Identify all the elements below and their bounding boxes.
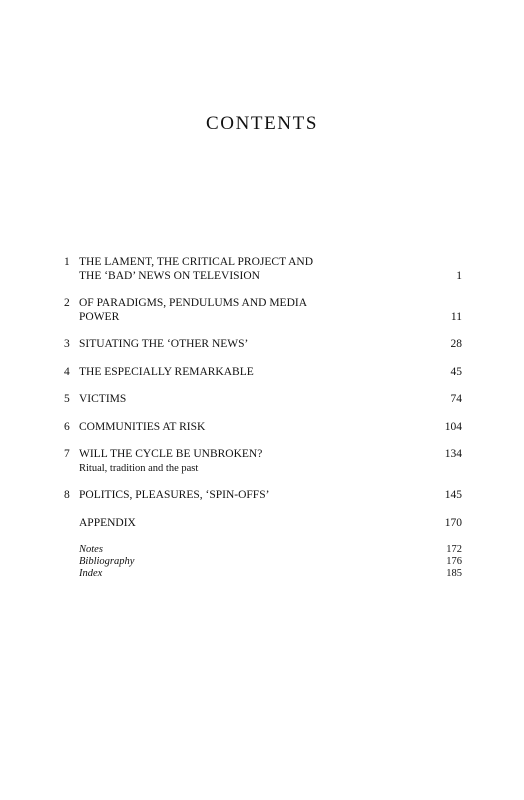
page-number: 104 xyxy=(444,420,462,433)
toc-entry-1 xyxy=(64,256,462,283)
page-number: 134 xyxy=(444,448,462,460)
chapter-title-line: POWER xyxy=(79,310,120,323)
page-number: 185 xyxy=(446,568,462,579)
toc-entry-4 xyxy=(64,366,462,380)
page-title: CONTENTS xyxy=(205,113,319,134)
chapter-title-line: SITUATING THE ‘OTHER NEWS’ xyxy=(79,338,249,350)
chapter-subtitle: Ritual, tradition and the past xyxy=(79,462,199,474)
chapter-title-line: COMMUNITIES AT RISK xyxy=(79,420,206,433)
table-of-contents xyxy=(64,256,462,580)
back-matter-label: Bibliography xyxy=(79,556,135,567)
toc-entry-8 xyxy=(64,489,462,503)
chapter-number: 3 xyxy=(64,338,70,350)
back-matter-list xyxy=(64,544,462,580)
back-matter-label: Notes xyxy=(79,544,103,555)
chapter-number: 5 xyxy=(64,393,70,405)
page-number: 176 xyxy=(446,556,462,567)
chapter-title-line: WILL THE CYCLE BE UNBROKEN? xyxy=(79,448,263,460)
appendix-title: APPENDIX xyxy=(79,516,136,529)
chapter-title-line: THE LAMENT, THE CRITICAL PROJECT AND xyxy=(79,256,314,268)
page-number: 1 xyxy=(456,269,462,282)
page-number: 45 xyxy=(450,365,462,378)
toc-entry-5 xyxy=(64,393,462,407)
chapter-title-line: OF PARADIGMS, PENDULUMS AND MEDIA xyxy=(79,297,308,309)
toc-entry-6 xyxy=(64,421,462,435)
chapter-number: 2 xyxy=(64,297,70,309)
chapter-number: 6 xyxy=(64,420,70,433)
chapter-title-line: POLITICS, PLEASURES, ‘SPIN-OFFS’ xyxy=(79,489,270,501)
page-number: 170 xyxy=(444,516,462,529)
back-matter-item xyxy=(64,544,462,556)
chapter-number: 7 xyxy=(64,448,70,460)
chapter-title-line: THE ESPECIALLY REMARKABLE xyxy=(79,365,254,378)
page-number: 145 xyxy=(444,489,462,501)
toc-entry-3 xyxy=(64,338,462,352)
toc-entry-appendix xyxy=(64,517,462,531)
toc-entry-2 xyxy=(64,297,462,324)
back-matter-item xyxy=(64,556,462,568)
chapter-number: 8 xyxy=(64,489,70,501)
chapter-title-line: THE ‘BAD’ NEWS ON TELEVISION xyxy=(79,269,260,282)
toc-entry-7 xyxy=(64,448,462,475)
back-matter-item xyxy=(64,568,462,580)
page-number: 172 xyxy=(446,544,462,555)
page-number: 11 xyxy=(450,310,462,323)
back-matter-label: Index xyxy=(79,568,103,579)
page-number: 28 xyxy=(450,338,462,350)
chapter-number: 1 xyxy=(64,256,70,268)
chapter-title-line: VICTIMS xyxy=(79,393,127,405)
page-number: 74 xyxy=(450,393,462,405)
chapter-number: 4 xyxy=(64,365,70,378)
